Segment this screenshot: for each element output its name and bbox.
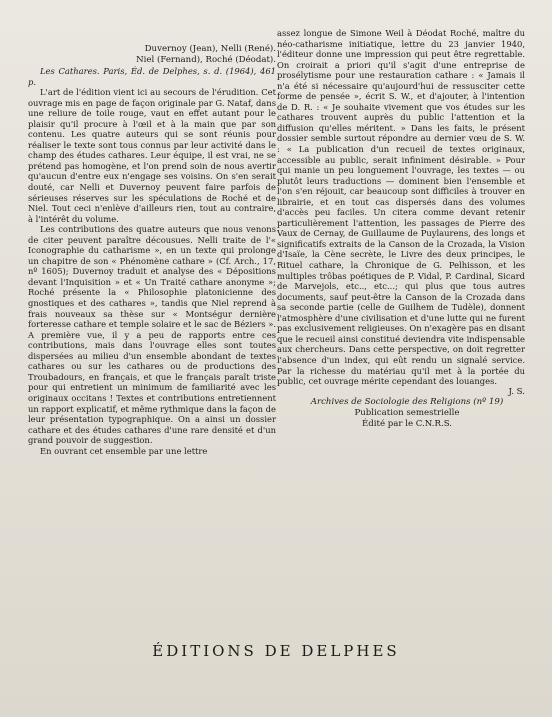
authors-line-2: Niel (Fernand), Roché (Déodat).	[136, 55, 276, 65]
paragraph: assez longue de Simone Weil à Déodat Roché, maître du néo-catharisme initiatique, lettre du 23 janvier 1940, l'éditeur donne une impression qui peut être regrettable. On croirait a priori qu'il s'agit d'une entreprise de prosélytisme pour une restauration cathare : « Jamais il n'a été si nécessaire qu'aujourd'hui de ressusciter cette forme de pensée », écrit S. W., et d'ajouter, à l'intention de D. R. : « Je souhaite vivement que vos études sur les cathares trouvent auprès du public l'attention et la diffusion qu'elles méritent. » Dans les faits, le présent dossier semble surtout répondre au dernier vœu de S. W. : « La publication d'un recueil de textes originaux, accessible au public, serait infiniment désirable. » Pour qui manie un peu longuement l'ouvrage, les textes — ou plutôt leurs traductions — dominent bien l'ensemble et l'on s'en réjouit, car beaucoup sont difficiles à trouver en librairie, et en tout cas dispersés dans des volumes d'accès peu faciles. Un citera comme devant retenir particulièrement l'attention, les passages de Pierre des Vaux de Cernay, de Guillaume de Puylaurens, des longs et significatifs extraits de la Canson de la Crozada, la Vision d'Isaïe, la Cène secrète, le Livre des deux principes, le Rituel cathare, la Chronique de G. Pelhisson, et les multiples trôbas poétiques de P. Vidal, P. Cardinal, Sicard de Marvejols, etc.., etc...; qui plus que tous autres documents, sauf peut-être la Canson de la Crozada dans sa seconde partie (celle de Guilhem de Tudèle), donnent l'atmosphère d'une civilisation et d'une lutte qui ne furent pas exclusivement religieuses. On n'exagère pas en disant que le recueil ainsi constitué deviendra vite indispensable aux chercheurs. Dans cette perspective, on doit regretter l'absence d'un index, qui eût rendu un signalé service. Par la richesse du matériau qu'il met à la portée du public, cet ouvrage mérite cependant des louanges.	[277, 28, 525, 387]
left-column	[28, 44, 276, 456]
right-column	[277, 28, 525, 430]
paragraph: En ouvrant cet ensemble par une lettre	[40, 445, 208, 456]
journal-title-text: Archives de Sociologie des Religions (nº 19)	[310, 397, 504, 408]
journal-title	[277, 397, 525, 408]
signature: J. S.	[508, 386, 525, 397]
paragraph: L'art de l'édition vient ici au secours de l'érudition. Cet ouvrage mis en page de façon originale par G. Nataf, dans une reliure de toile rouge, vaut en effet autant pour le plaisir qu'il procure à l'œil et à la main que par son contenu. Les quatre auteurs qui se sont réunis pour réaliser le texte sont tous connus par leur activité dans le champ des études cathares. Leur équipe, il est vrai, ne se prétend pas homogène, et l'on prend soin de nous avertir qu'aucun d'entre eux n'engage ses voisins. On s'en serait douté, car Nelli et Duvernoy peuvent faire parfois de sérieuses réserves sur les spéculations de Roché et de Niel. Tout ceci n'enlève d'ailleurs rien, tout au contraire, à l'intérêt du volume.	[28, 87, 276, 224]
journal-frequency: Publication semestrielle	[354, 408, 460, 419]
paragraph: Les contributions des quatre auteurs que nous venons de citer peuvent paraître décousues. Nelli traite de l'« Iconographie du catharisme », en un texte qui prolonge un chapitre de son « Phénomène cathare » (Cf. Arch., 17, nº 1605); Duvernoy traduit et analyse des « Dépositions devant l'Inquisition » et « Un Traité cathare anonyme »; Roché présente la « Philosophie platonicienne des gnostiques et des cathares », tandis que Niel reprend à frais nouveaux sa thèse sur « Montségur dernière forteresse cathare et temple solaire et le sac de Béziers ». A première vue, il y a peu de rapports entre ces contributions, mais dans l'ouvrage elles sont toutes dispersées au milieu d'un ensemble abondant de textes cathares ou sur les cathares ou de productions des Troubadours, en français, et que le français paraît triste pour qui entretient un minimum de familiarité avec les originaux occitans ! Textes et contributions entretiennent un rapport explicatif, et même rythmique dans la façon de leur présentation typographique. On a ainsi un dossier cathare et des études cathares d'une rare densité et d'un grand pouvoir de suggestion.	[28, 224, 276, 446]
publisher-footer: ÉDITIONS DE DELPHES	[152, 642, 400, 660]
journal-publisher: Édité par le C.N.R.S.	[361, 419, 453, 430]
authors-line-1: Duvernoy (Jean), Nelli (René).	[144, 44, 276, 54]
book-reference: Les Cathares. Paris, Éd. de Delphes, s. d. (1964), 461 p.	[28, 66, 276, 87]
